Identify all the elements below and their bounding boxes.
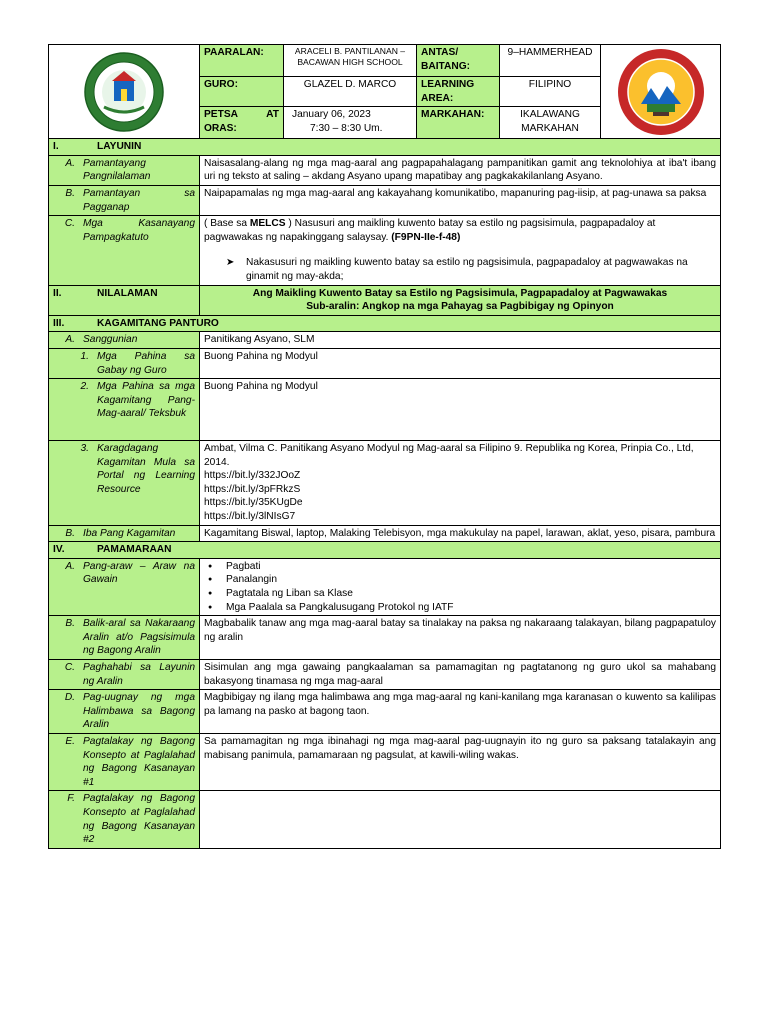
kagamitan-2-text: Buong Pahina ng Modyul (200, 379, 721, 441)
kagamitan-3-label (49, 441, 200, 526)
item-number: 2. (80, 381, 89, 393)
reference-text: Ambat, Vilma C. Panitikang Asyano Modyul ng Mag-aaral sa Filipino 9. Republika ng Korea, Prinpia Co., Ltd, 2014. (204, 443, 694, 468)
kagamitan-1-text: Buong Pahina ng Modyul (200, 348, 721, 378)
division-logo-icon (611, 46, 711, 138)
item-letter: B. (65, 187, 75, 199)
pamamaraan-e-text: Sa pamamagitan ng mga ibinahagi ng mga mag-aaral pag-uugnayin ito ng guro sa paksang tatalakayin ang mabisang panimula, pamamaraan ng pagsulat, at kawili-wiling wakas. (200, 733, 721, 790)
melcs-open: ( Base sa (204, 218, 250, 230)
item-letter: C. (64, 662, 75, 673)
pamamaraan-b-text: Magbabalik tanaw ang mga mag-aaral batay sa tinalakay na paksa ng nakaraang talakayan, bilang pagpapatuloy ng aralin (200, 616, 721, 660)
nilalaman-text (200, 285, 721, 315)
item-label: Mga Pahina sa mga Kagamitang Pang-Mag-aaral/ Teksbuk (97, 381, 195, 420)
kagamitan-1-label (49, 348, 200, 378)
item-label: Pag-uugnay ng mga Halimbawa sa Bagong Aralin (83, 692, 195, 731)
item-label: Sanggunian (83, 334, 138, 346)
item-label: Mga Pahina sa Gabay ng Guro (97, 350, 195, 376)
petsa-date: January 06, 2023 (292, 109, 371, 121)
item-label: Pamantayang Pangnilalaman (83, 157, 151, 183)
item-label: Karagdagang Kagamitan Mula sa Portal ng Learning Resource (97, 443, 195, 495)
reference-link[interactable]: https://bit.ly/3lNIsG7 (204, 511, 296, 523)
section-number: II. (53, 287, 62, 299)
layunin-b-text: Naipapamalas ng mga mag-aaral ang kakayahang komunikatibo, mapanuring pag-iisip, at pag-unawa sa paksa (200, 185, 721, 215)
item-letter: A. (65, 157, 75, 169)
markahan-label: MARKAHAN: (417, 107, 500, 139)
item-label: Iba Pang Kagamitan (83, 527, 176, 539)
pamamaraan-a-list (200, 558, 721, 615)
kagamitan-b-text: Kagamitang Biswal, laptop, Malaking Telebisyon, mga makukulay na papel, larawan, aklat, yeso, pisara, pambura (200, 525, 721, 542)
item-number: 1. (80, 350, 89, 362)
list-item: ● Panalangin (226, 573, 716, 587)
list-item: ● Mga Paalala sa Pangkalusugang Protokol ng IATF (226, 601, 716, 615)
melcs-word: MELCS (249, 218, 286, 230)
section-number: III. (53, 317, 65, 329)
school-logo-icon (74, 51, 174, 133)
paaralan-label: PAARALAN: (200, 45, 284, 77)
section-title: NILALAMAN (97, 287, 158, 299)
layunin-b-label (49, 185, 200, 215)
section-number: IV. (53, 544, 65, 556)
division-logo-cell (601, 45, 721, 139)
section-title: KAGAMITANG PANTURO (97, 317, 219, 329)
petsa-time: 7:30 – 8:30 Um. (310, 122, 383, 134)
melcs-text: ) Nasusuri ang maikling kuwento batay sa estilo ng pagsisimula, pagpapadaloy at pagwawakas ng napakinggang salaysay. (204, 218, 656, 243)
at-word: AT (266, 109, 279, 121)
school-logo-cell (49, 45, 200, 139)
learning-area-label: LEARNING AREA: (417, 77, 500, 107)
item-letter: C. (64, 218, 75, 230)
petsa-label (200, 107, 284, 139)
section-pamamaraan (49, 542, 721, 559)
item-letter: B. (65, 527, 75, 539)
item-label: Pamantayan sa Pagganap (83, 187, 195, 213)
item-label: Paghahabi sa Layunin ng Aralin (83, 662, 195, 687)
item-letter: F. (67, 793, 75, 805)
paaralan-value: ARACELI B. PANTILANAN – BACAWAN HIGH SCHOOL (284, 45, 417, 77)
petsa-value (284, 107, 417, 139)
pamamaraan-d-text: Magbibigay ng ilang mga halimbawa ang mga mag-aaral ng kani-kanilang mga karanasan o kuwento sa kalilipas pa lamang na pasko at bagong taon. (200, 690, 721, 734)
kagamitan-3-text (200, 441, 721, 526)
lesson-plan-table (48, 44, 721, 849)
list-item: ● Pagbati (226, 560, 716, 574)
antas-label: ANTAS/ BAITANG: (417, 45, 500, 77)
item-label: Mga Kasanayang Pampagkatuto (83, 218, 195, 243)
item-letter: A. (65, 334, 75, 346)
item-label: Pagtalakay ng Bagong Konsepto at Paglalahad ng Bagong Kasanayan #1 (83, 735, 195, 788)
pamamaraan-f-label (49, 791, 200, 848)
item-number: 3. (80, 443, 89, 455)
layunin-c-label (49, 216, 200, 285)
section-title: PAMAMARAAN (97, 544, 172, 556)
section-nilalaman (49, 285, 200, 315)
guro-value: GLAZEL D. MARCO (284, 77, 417, 107)
pamamaraan-b-label (49, 616, 200, 660)
kagamitan-a-text: Panitikang Asyano, SLM (200, 332, 721, 349)
section-kagamitan (49, 315, 721, 332)
antas-value: 9–HAMMERHEAD (500, 45, 601, 77)
competency-code: (F9PN-IIe-f-48) (391, 231, 461, 243)
kagamitan-a-label (49, 332, 200, 349)
kagamitan-b-label (49, 525, 200, 542)
learning-area-value: FILIPINO (500, 77, 601, 107)
item-letter: E. (65, 735, 75, 747)
pamamaraan-d-label (49, 690, 200, 734)
guro-label: GURO: (200, 77, 284, 107)
oras-word: ORAS: (204, 122, 237, 134)
kagamitan-2-label (49, 379, 200, 441)
reference-link[interactable]: https://bit.ly/332JOoZ (204, 470, 301, 482)
petsa-word: PETSA (204, 109, 238, 121)
reference-link[interactable]: https://bit.ly/3pFRkzS (204, 483, 301, 495)
layunin-a-label (49, 155, 200, 185)
nilalaman-subtitle: Sub-aralin: Angkop na mga Pahayag sa Pagbibigay ng Opinyon (306, 301, 614, 313)
section-layunin (49, 139, 721, 156)
list-item: ● Pagtatala ng Liban sa Klase (226, 587, 716, 601)
reference-link[interactable]: https://bit.ly/35KUgDe (204, 497, 303, 509)
arrow-text: Nakasusuri ng maikling kuwento batay sa estilo ng pagsisimula, pagpapadaloy at pagwawakas na ginamit ng may-akda; (246, 257, 688, 282)
section-number: I. (53, 141, 59, 153)
item-label: Balik-aral sa Nakaraang Aralin at/o Pagsisimula ng Bagong Aralin (83, 618, 195, 657)
pamamaraan-c-label (49, 660, 200, 690)
pamamaraan-a-label (49, 558, 200, 615)
item-label: Pagtalakay ng Bagong Konsepto at Paglalahad ng Bagong Kasanayan #2 (83, 793, 195, 846)
nilalaman-title: Ang Maikling Kuwento Batay sa Estilo ng Pagsisimula, Pagpapadaloy at Pagwawakas (252, 287, 668, 299)
section-title: LAYUNIN (97, 141, 142, 153)
item-label: Pang-araw – Araw na Gawain (83, 560, 195, 586)
item-letter: D. (64, 692, 75, 704)
pamamaraan-c-text: Sisimulan ang mga gawaing pangkaalaman sa pamamagitan ng pagtatanong ng guro ukol sa mahabang bakasyong tinamasa ng mga mag-aaral (200, 660, 721, 690)
markahan-value: IKALAWANG MARKAHAN (500, 107, 601, 139)
pamamaraan-e-label (49, 733, 200, 790)
item-letter: B. (65, 618, 75, 630)
item-letter: A. (65, 560, 75, 572)
layunin-c-text (200, 216, 721, 285)
layunin-a-text: Naisasalang-alang ng mga mag-aaral ang pagpapahalagang pampanitikan gamit ang teknolohiya at iba't ibang uri ng teksto at saling – akdang Asyano upang mapatibay ang pagkakakilanlang Asyano. (200, 155, 721, 185)
pamamaraan-f-text (200, 791, 721, 848)
arrow-bullet-icon: ➤ (226, 257, 235, 269)
